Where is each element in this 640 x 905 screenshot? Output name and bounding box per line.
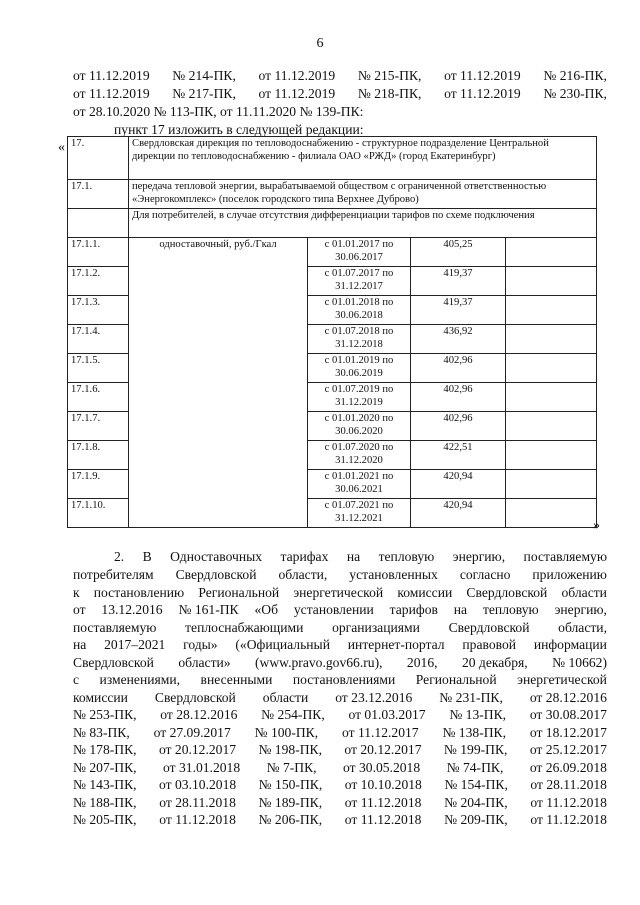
period-cell	[308, 441, 411, 470]
text-fragment: от 11.12.2018	[530, 812, 607, 827]
text-fragment: № 154-ПК,	[444, 777, 508, 792]
text-fragment: от 28.12.2016	[529, 689, 607, 705]
row-number: 17.1.3.	[68, 296, 129, 325]
intro-line	[73, 85, 607, 102]
text-fragment: информации	[533, 637, 607, 652]
text-fragment: на	[73, 637, 87, 652]
text-fragment: № 254-ПК,	[261, 707, 325, 722]
text-fragment: согласно	[459, 567, 511, 582]
text-fragment: 2017–2021	[104, 637, 166, 652]
period-cell	[308, 354, 411, 383]
text-fragment: Свердловской	[73, 654, 154, 670]
text-fragment: 13.12.2016	[101, 602, 163, 617]
intro-line	[73, 67, 607, 84]
period-to: 30.06.2020	[335, 425, 383, 437]
period-cell	[308, 267, 411, 296]
period-cell	[308, 412, 411, 441]
text-fragment: № 218-ПК,	[357, 86, 422, 101]
text-fragment: от 26.09.2018	[529, 759, 607, 775]
text-fragment: № 230-ПК,	[543, 86, 607, 101]
period-from: с 01.01.2017 по	[324, 239, 394, 250]
period-to: 31.12.2021	[335, 512, 383, 524]
text-fragment: области	[262, 689, 309, 705]
tariff-value: 402,96	[411, 412, 506, 441]
text-fragment: интернет-портал	[347, 637, 445, 652]
paragraph-line	[73, 794, 607, 811]
row-number: 17.1.7.	[68, 412, 129, 441]
text-fragment: от 27.09.2017	[153, 724, 231, 740]
text-fragment: области	[561, 584, 607, 600]
text-fragment: от 11.12.2018	[344, 794, 422, 810]
text-fragment: от	[73, 602, 86, 617]
text-fragment: от 11.12.2018	[344, 812, 422, 827]
period-to: 30.06.2018	[335, 309, 383, 321]
quote-open: «	[58, 140, 65, 155]
text-fragment: установленных	[349, 567, 438, 582]
text-fragment: от 20.12.2017	[344, 742, 422, 757]
tariff-type: одноставочный, руб./Гкал	[129, 238, 308, 528]
tariff-value: 419,37	[411, 296, 506, 325]
text-fragment: на	[453, 602, 468, 617]
text-fragment: от 11.12.2019	[73, 68, 150, 83]
text-fragment: 2016,	[406, 654, 438, 670]
period-from: с 01.07.2019 по	[324, 384, 394, 395]
period-from: с 01.07.2021 по	[324, 500, 394, 511]
page-number: 6	[316, 36, 324, 51]
text-fragment: от 23.12.2016	[335, 689, 413, 705]
row-number: 17.1.2.	[68, 267, 129, 296]
intro-line	[73, 103, 607, 120]
text-fragment: № 188-ПК,	[73, 794, 137, 810]
text-fragment: № 178-ПК,	[73, 742, 137, 757]
text-fragment: № 205-ПК,	[73, 812, 137, 827]
text-fragment: № 215-ПК,	[357, 68, 422, 83]
text-fragment: № 7-ПК,	[266, 759, 317, 775]
text-fragment: № 253-ПК,	[73, 707, 137, 722]
period-from: с 01.07.2020 по	[324, 442, 394, 453]
text-fragment: (www.pravo.gov66.ru),	[255, 654, 383, 670]
text-fragment: тепловую	[482, 602, 539, 617]
tariff-value: 420,94	[411, 470, 506, 499]
period-cell	[308, 383, 411, 412]
table-row-supply	[68, 180, 597, 209]
text-fragment: потребителям	[73, 567, 154, 582]
text-fragment: от 28.11.2018	[530, 777, 607, 792]
text-fragment: к	[73, 584, 80, 600]
tariff-value: 436,92	[411, 325, 506, 354]
paragraph-line	[73, 584, 607, 601]
empty-cell	[506, 383, 597, 412]
text-fragment: энергетической	[293, 584, 384, 600]
text-fragment: от 31.01.2018	[163, 759, 241, 775]
tariff-value: 422,51	[411, 441, 506, 470]
text-fragment: энергетической	[517, 672, 607, 687]
text-fragment: № 10662)	[552, 654, 607, 670]
row-number: 17.1.6.	[68, 383, 129, 412]
text-fragment: внесенными	[200, 672, 273, 687]
text-fragment: № 100-ПК,	[254, 724, 319, 740]
text-fragment: от 30.05.2018	[343, 759, 421, 775]
paragraph-line	[73, 566, 607, 583]
period-to: 31.12.2020	[335, 454, 383, 466]
text-fragment: тарифов	[389, 602, 438, 617]
consumers-description: Для потребителей, в случае отсутствия дифференциации тарифов по схеме подключения	[129, 209, 597, 238]
paragraph-line	[73, 741, 607, 758]
text-fragment: № 231-ПК,	[439, 689, 503, 705]
paragraph-line	[73, 671, 607, 688]
period-from: с 01.01.2021 по	[324, 471, 394, 482]
period-to: 30.06.2019	[335, 367, 383, 379]
empty-cell	[506, 470, 597, 499]
text-fragment: № 13-ПК,	[449, 707, 507, 722]
empty-cell	[506, 325, 597, 354]
row-number: 17.1.	[68, 180, 129, 209]
period-from: с 01.07.2018 по	[324, 326, 394, 337]
organization-name: Свердловская дирекция по тепловодоснабжению - структурное подразделение Центральной дирекции по тепловодоснабжению - филиала ОАО «РЖД» (город Екатеринбург)	[129, 137, 597, 180]
text-fragment: Региональной	[415, 672, 497, 687]
text-fragment: № 199-ПК,	[443, 742, 508, 757]
text-fragment: поставляемую	[73, 619, 157, 635]
text-fragment: от 11.12.2019	[258, 86, 336, 101]
text-fragment: области»	[178, 654, 231, 670]
paragraph-line	[73, 601, 607, 618]
period-to: 31.12.2017	[335, 280, 383, 292]
table-row	[68, 238, 597, 267]
text-fragment: № 143-ПК,	[73, 777, 137, 792]
text-fragment: Свердловской	[448, 619, 530, 635]
text-fragment: от 20.12.2017	[158, 742, 237, 757]
row-number: 17.	[68, 137, 129, 180]
text-fragment: № 217-ПК,	[172, 86, 236, 101]
period-from: с 01.01.2020 по	[324, 413, 394, 424]
tariff-value: 419,37	[411, 267, 506, 296]
text-fragment: теплоснабжающими	[185, 619, 304, 635]
paragraph-line	[73, 636, 607, 653]
text-fragment: «Об	[254, 602, 279, 617]
text-fragment: области,	[278, 567, 328, 582]
text-fragment: комиссии	[397, 584, 453, 600]
paragraph-line	[73, 811, 607, 828]
paragraph-line	[73, 724, 607, 741]
empty-cell	[506, 238, 597, 267]
text-fragment: № 83-ПК,	[73, 724, 130, 740]
row-number: 17.1.9.	[68, 470, 129, 499]
text-fragment: № 216-ПК,	[543, 68, 607, 83]
period-to: 31.12.2019	[335, 396, 383, 408]
text-fragment: изменениями,	[99, 672, 181, 687]
text-fragment: от 11.12.2019	[444, 68, 521, 83]
period-cell	[308, 238, 411, 267]
text-fragment: № 206-ПК,	[258, 812, 323, 827]
text-fragment: с	[73, 672, 80, 687]
supply-description: передача тепловой энергии, вырабатываемой обществом с ограниченной ответственностью «Энергокомплекс» (поселок городского типа Верхнее Дуброво)	[129, 180, 597, 209]
empty-cell	[506, 267, 597, 296]
text-fragment: 20 декабря,	[461, 654, 528, 670]
text-fragment: Свердловской	[154, 689, 236, 705]
tariff-value: 402,96	[411, 354, 506, 383]
text-fragment: от 28.12.2016	[160, 707, 238, 722]
period-cell	[308, 296, 411, 325]
period-cell	[308, 470, 411, 499]
text-fragment: от 28.11.2018	[159, 794, 236, 810]
text-fragment: от 03.10.2018	[159, 777, 237, 792]
paragraph-line	[73, 654, 607, 671]
text-fragment: № 150-ПК,	[258, 777, 323, 792]
row-number: 17.1.5.	[68, 354, 129, 383]
tariff-value: 402,96	[411, 383, 506, 412]
tariff-value: 405,25	[411, 238, 506, 267]
text-fragment: от 25.12.2017	[529, 742, 607, 757]
period-to: 30.06.2017	[335, 251, 383, 263]
text-fragment: организациями	[332, 619, 420, 635]
text-fragment: от 11.12.2018	[159, 812, 236, 827]
text-fragment: от 11.12.2019	[73, 86, 150, 101]
text-fragment: № 189-ПК,	[258, 794, 323, 810]
text-fragment: № 138-ПК,	[442, 724, 507, 740]
text-fragment: от 30.08.2017	[529, 707, 607, 722]
text-fragment: № 214-ПК,	[172, 68, 236, 83]
text-fragment: от 11.12.2017	[341, 724, 419, 740]
row-number: 17.1.10.	[68, 499, 129, 528]
text-fragment: от 11.12.2018	[530, 794, 607, 810]
text-fragment: от 18.12.2017	[529, 724, 607, 740]
text-fragment: приложению	[532, 567, 607, 582]
tariff-value: 420,94	[411, 499, 506, 528]
text-fragment: от 11.12.2019	[444, 86, 521, 101]
text-fragment: («Официальный	[235, 637, 330, 652]
table-row-consumers	[68, 209, 597, 238]
text-fragment: установлении	[293, 602, 374, 617]
text-fragment: энергию,	[554, 602, 607, 617]
row-number: 17.1.4.	[68, 325, 129, 354]
empty-cell	[506, 499, 597, 528]
paragraph-line	[73, 706, 607, 723]
text-fragment: правовой	[462, 637, 517, 652]
text-fragment: Региональной	[198, 584, 280, 600]
text-fragment: от 11.12.2019	[258, 68, 336, 83]
period-cell	[308, 499, 411, 528]
empty-cell	[506, 354, 597, 383]
empty-cell	[506, 296, 597, 325]
text-fragment: № 207-ПК,	[73, 759, 137, 775]
text-fragment: № 198-ПК,	[258, 742, 323, 757]
table-row-organization	[68, 137, 597, 180]
period-to: 31.12.2018	[335, 338, 383, 350]
empty-cell	[506, 412, 597, 441]
period-to: 30.06.2021	[335, 483, 383, 495]
text-fragment: Свердловской	[466, 584, 548, 600]
text-fragment: годы»	[183, 637, 218, 652]
text-fragment: области,	[558, 619, 607, 635]
paragraph-line	[73, 689, 607, 706]
paragraph-line	[73, 619, 607, 636]
row-number: 17.1.1.	[68, 238, 129, 267]
tariff-table	[67, 136, 597, 528]
text-fragment: № 204-ПК,	[444, 794, 508, 810]
paragraph-line	[73, 776, 607, 793]
paragraph-line	[73, 759, 607, 776]
text-fragment: постановлениями	[292, 672, 396, 687]
instruction-text: пункт 17 изложить в следующей редакции:	[114, 122, 364, 137]
text-fragment: комиссии	[73, 689, 128, 705]
empty-cell	[506, 441, 597, 470]
text-fragment: от 28.10.2020 № 113-ПК, от 11.11.2020 № 139-ПК:	[73, 104, 364, 119]
text-fragment: № 74-ПК,	[446, 759, 504, 775]
period-cell	[308, 325, 411, 354]
text-fragment: постановлению	[93, 584, 185, 600]
period-from: с 01.07.2017 по	[324, 268, 394, 279]
quote-close: »	[593, 518, 600, 533]
text-fragment: № 209-ПК,	[444, 812, 508, 827]
text-fragment: Свердловской	[175, 567, 257, 582]
period-from: с 01.01.2018 по	[324, 297, 394, 308]
text-fragment: от 10.10.2018	[344, 777, 422, 792]
text-fragment: № 161-ПК	[178, 602, 239, 617]
text-fragment: от 01.03.2017	[348, 707, 426, 722]
paragraph-first-line: 2. В Одноставочных тарифах на тепловую энергию, поставляемую	[114, 549, 607, 564]
period-from: с 01.01.2019 по	[324, 355, 394, 366]
row-number: 17.1.8.	[68, 441, 129, 470]
